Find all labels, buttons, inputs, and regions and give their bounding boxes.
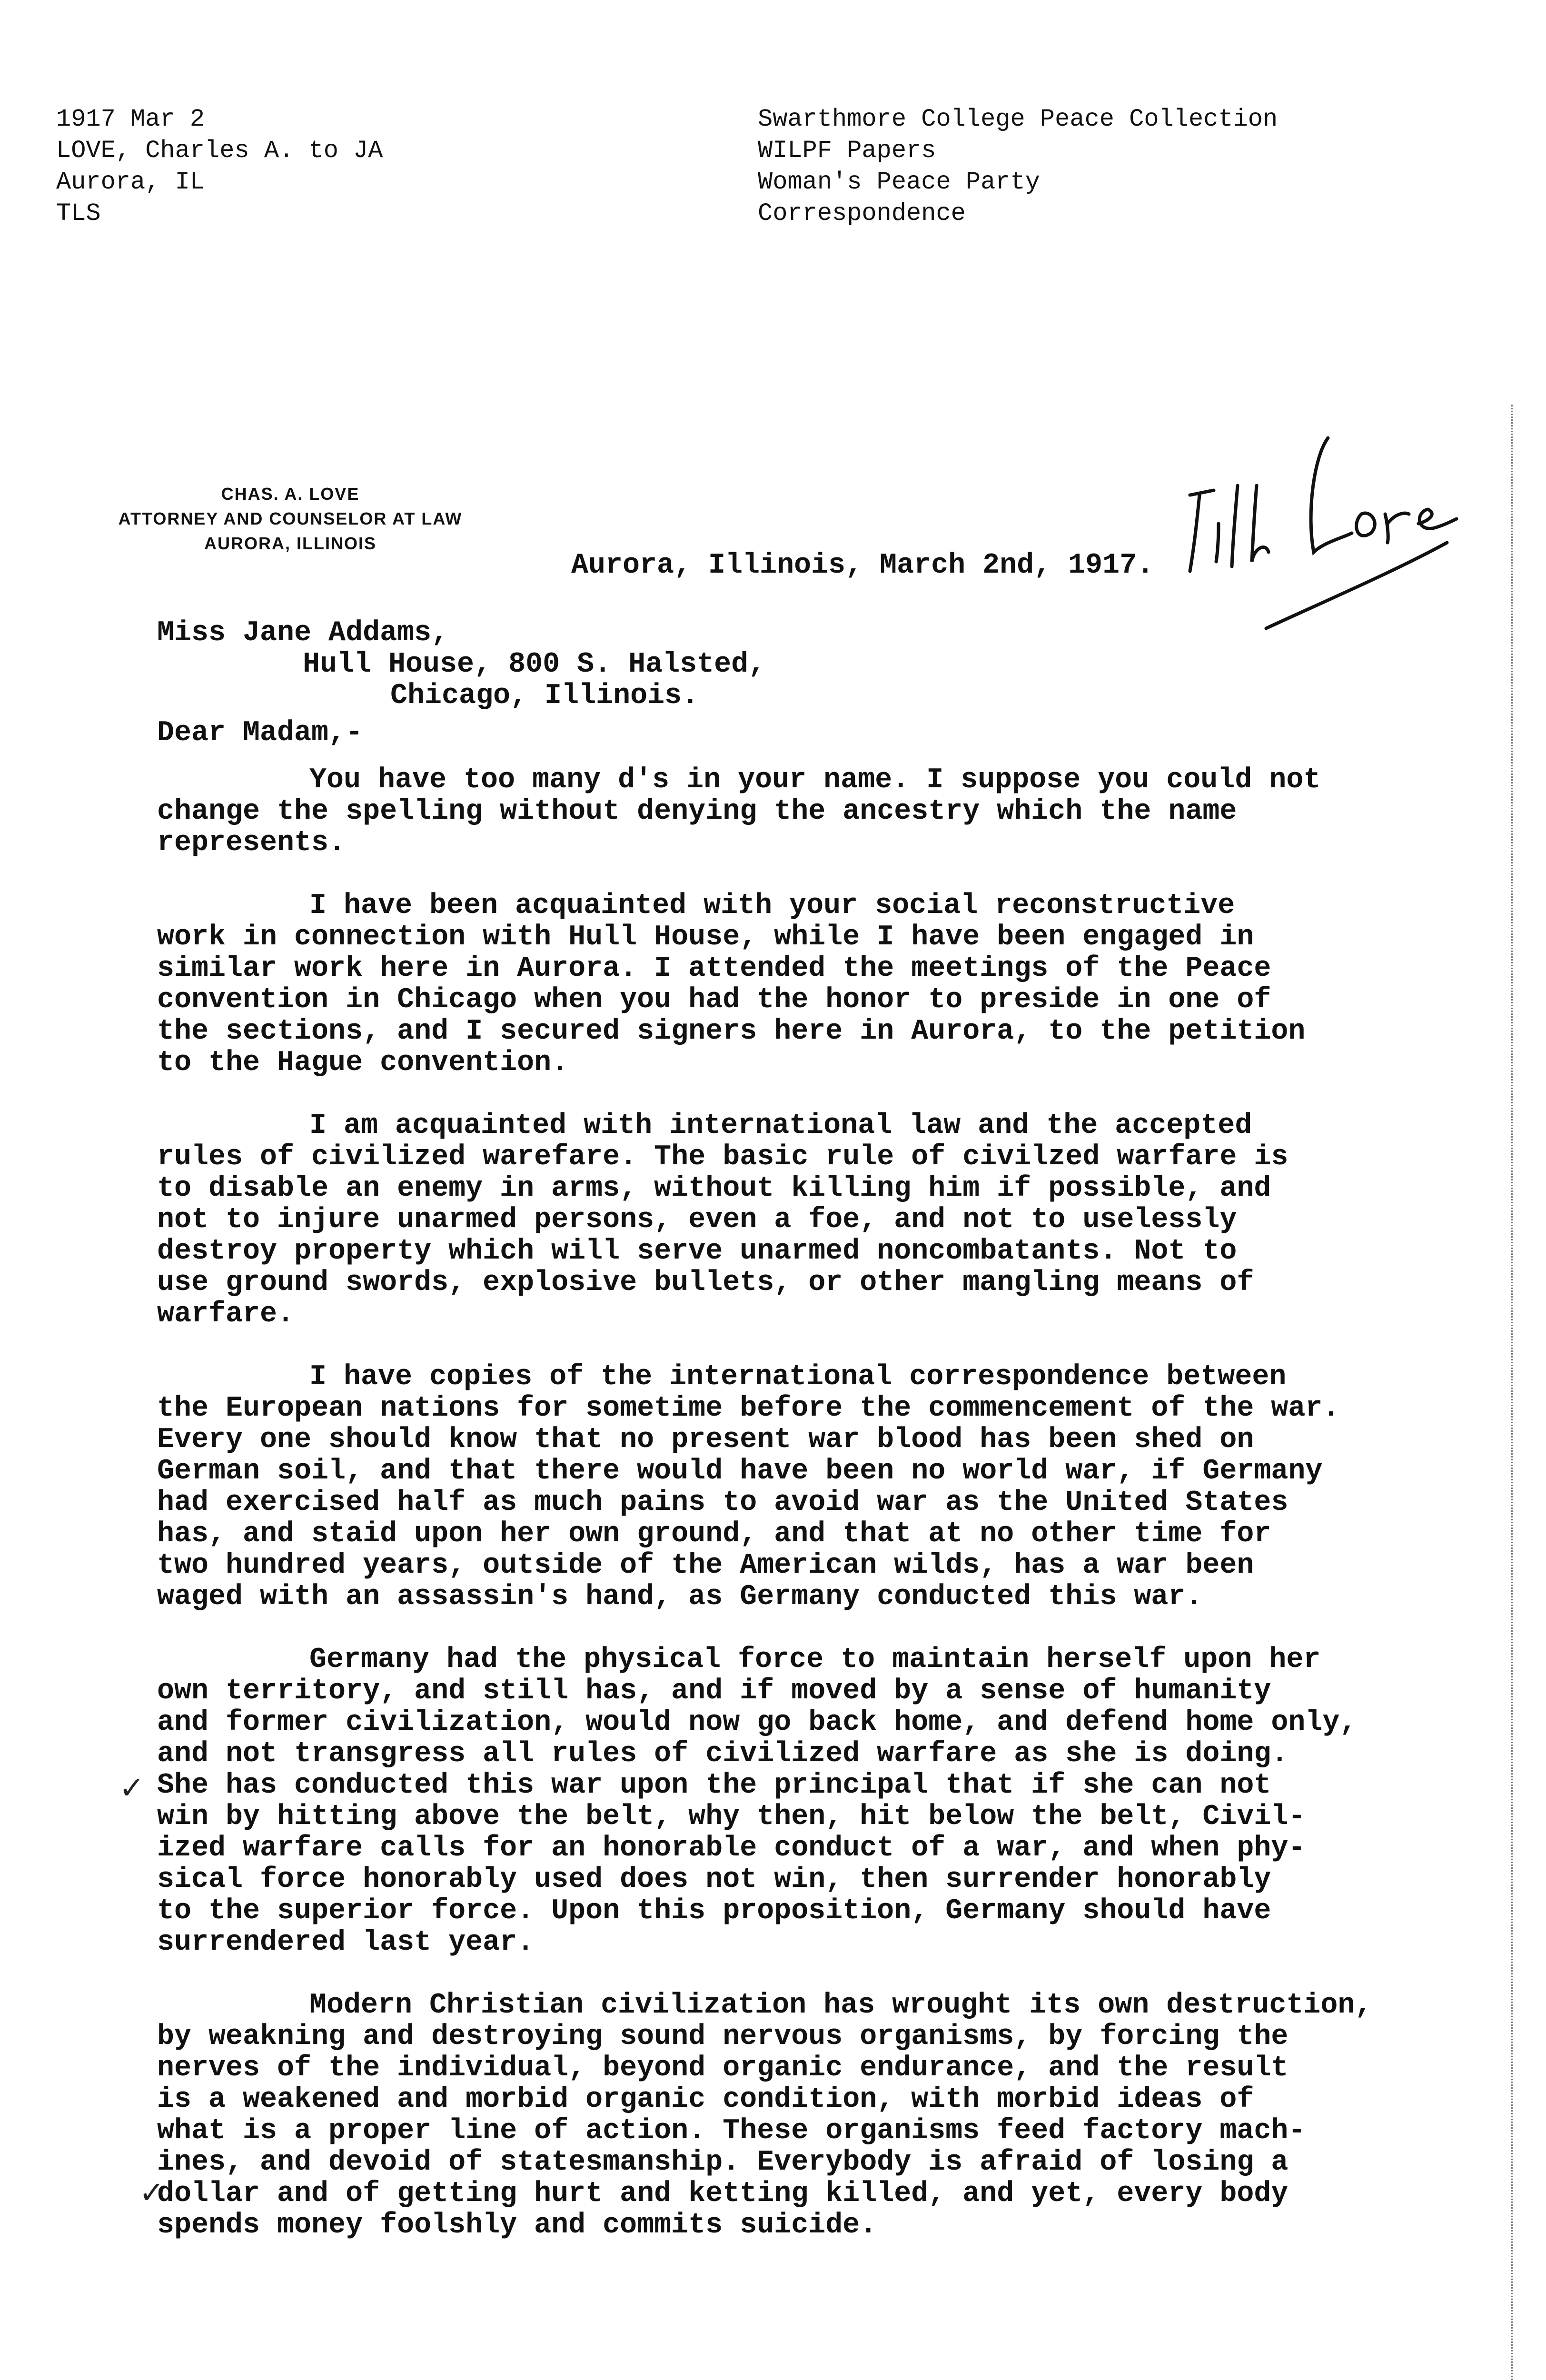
- line: to the Hague convention.: [157, 1047, 569, 1079]
- line: Germany had the physical force to maintain herself upon her: [309, 1644, 1321, 1676]
- line: to the superior force. Upon this proposition, Germany should have: [157, 1895, 1271, 1927]
- line: ines, and devoid of statesmanship. Everybody is afraid of losing a: [157, 2146, 1288, 2179]
- letterhead-title: ATTORNEY AND COUNSELOR AT LAW: [118, 509, 463, 528]
- recipient-city: Chicago, Illinois.: [390, 680, 699, 712]
- letter-body: [157, 764, 1442, 2272]
- line: sical force honorably used does not win, then surrender honorably: [157, 1864, 1271, 1896]
- line: I have copies of the international correspondence between: [309, 1361, 1287, 1393]
- line: the sections, and I secured signers here in Aurora, to the petition: [157, 1015, 1306, 1048]
- line: I have been acquainted with your social reconstructive: [309, 890, 1235, 922]
- line: similar work here in Aurora. I attended the meetings of the Peace: [157, 952, 1271, 985]
- handwritten-file-note: [1171, 428, 1466, 638]
- line: represents.: [157, 827, 346, 859]
- line: She has conducted this war upon the principal that if she can not: [157, 1769, 1271, 1802]
- line: waged with an assassin's hand, as Germany conducted this war.: [157, 1581, 1203, 1613]
- line: You have too many d's in your name. I suppose you could not: [309, 764, 1321, 796]
- line: to disable an enemy in arms, without killing him if possible, and: [157, 1172, 1271, 1205]
- letterhead-city: AURORA, ILLINOIS: [204, 534, 377, 553]
- line: has, and staid upon her own ground, and that at no other time for: [157, 1518, 1271, 1550]
- archive-papers: WILPF Papers: [758, 137, 936, 165]
- line: Every one should know that no present war blood has been shed on: [157, 1424, 1254, 1456]
- line: win by hitting above the belt, why then, hit below the belt, Civil-: [157, 1801, 1306, 1833]
- line: two hundred years, outside of the American wilds, has a war been: [157, 1549, 1254, 1582]
- line: by weakning and destroying sound nervous organisms, by forcing the: [157, 2021, 1288, 2053]
- line: ized warfare calls for an honorable conduct of a war, and when phy-: [157, 1832, 1306, 1864]
- line: and former civilization, would now go back home, and defend home only,: [157, 1706, 1357, 1739]
- line: convention in Chicago when you had the honor to preside in one of: [157, 984, 1271, 1016]
- archive-category: Correspondence: [758, 199, 966, 228]
- line: the European nations for sometime before the commencement of the war.: [157, 1392, 1340, 1425]
- line: and not transgress all rules of civilized warfare as she is doing.: [157, 1738, 1288, 1770]
- archive-collection: Swarthmore College Peace Collection: [758, 105, 1278, 133]
- line: change the spelling without denying the ancestry which the name: [157, 795, 1237, 828]
- line: destroy property which will serve unarmed noncombatants. Not to: [157, 1235, 1237, 1268]
- recipient-name: Miss Jane Addams,: [157, 617, 449, 649]
- line: own territory, and still has, and if moved by a sense of humanity: [157, 1675, 1271, 1707]
- letterhead: [90, 482, 490, 556]
- letterhead-name: CHAS. A. LOVE: [221, 484, 360, 504]
- line: use ground swords, explosive bullets, or other mangling means of: [157, 1267, 1254, 1299]
- archive-date: 1917 Mar 2: [56, 105, 205, 133]
- line: German soil, and that there would have been no world war, if Germany: [157, 1455, 1323, 1488]
- line: work in connection with Hull House, while I have been engaged in: [157, 921, 1254, 953]
- archive-correspondents: LOVE, Charles A. to JA: [56, 137, 383, 165]
- line: rules of civilized warefare. The basic rule of civilzed warfare is: [157, 1141, 1288, 1173]
- dateline: Aurora, Illinois, March 2nd, 1917.: [571, 549, 1154, 582]
- paragraph: [157, 1990, 1442, 2241]
- line: nerves of the individual, beyond organic endurance, and the result: [157, 2052, 1288, 2084]
- line: had exercised half as much pains to avoid war as the United States: [157, 1487, 1288, 1519]
- line: warfare.: [157, 1298, 295, 1330]
- archive-metadata-right: [758, 104, 1278, 229]
- archive-metadata-left: [56, 104, 383, 229]
- paragraph: [157, 764, 1442, 859]
- line: spends money foolshly and commits suicide.: [157, 2209, 877, 2241]
- page-edge-divider: [1511, 405, 1513, 2380]
- line: I am acquainted with international law and the accepted: [309, 1110, 1252, 1142]
- recipient-street: Hull House, 800 S. Halsted,: [303, 648, 766, 681]
- line: what is a proper line of action. These organisms feed factory mach-: [157, 2115, 1306, 2147]
- check-mark-icon: ✓: [119, 1771, 145, 1806]
- paragraph: [157, 1361, 1442, 1613]
- check-mark-icon: ✓: [139, 2175, 165, 2211]
- line: surrendered last year.: [157, 1926, 535, 1959]
- paragraph: [157, 1644, 1442, 1958]
- archive-doc-type: TLS: [56, 199, 101, 228]
- archive-place: Aurora, IL: [56, 168, 205, 196]
- archive-series: Woman's Peace Party: [758, 168, 1040, 196]
- line: is a weakened and morbid organic condition, with morbid ideas of: [157, 2083, 1254, 2116]
- paragraph: [157, 1110, 1442, 1330]
- line: dollar and of getting hurt and ketting killed, and yet, every body: [157, 2178, 1288, 2210]
- salutation: Dear Madam,-: [157, 717, 363, 749]
- line: not to injure unarmed persons, even a foe, and not to uselessly: [157, 1204, 1237, 1236]
- line: Modern Christian civilization has wrought its own destruction,: [309, 1989, 1372, 2022]
- paragraph: [157, 890, 1442, 1079]
